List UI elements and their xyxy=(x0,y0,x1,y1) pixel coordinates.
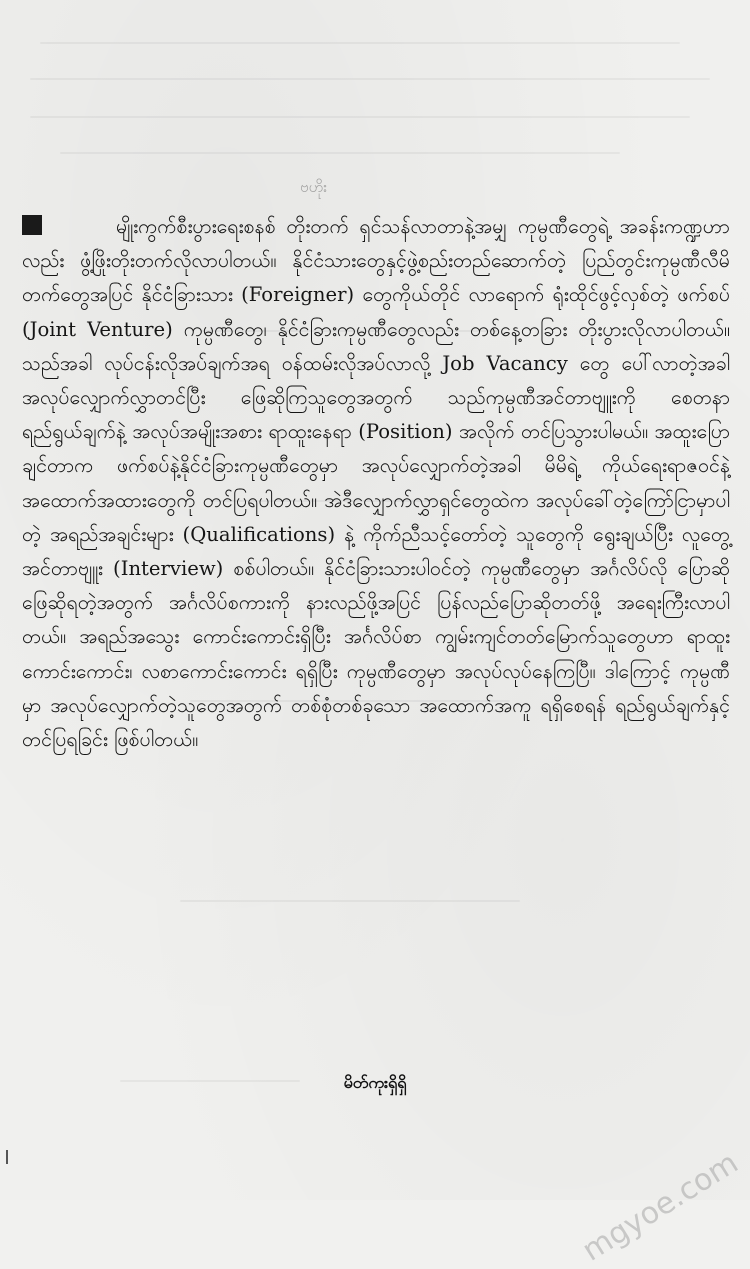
body-paragraph-block xyxy=(22,210,730,757)
author-signature: မိတ်ကုးရှိရှိ xyxy=(343,1073,407,1092)
square-bullet-icon xyxy=(22,215,42,235)
show-through-line xyxy=(40,42,680,44)
page-header-mark: ဗဟိုး xyxy=(300,178,328,196)
show-through-line xyxy=(30,78,710,80)
show-through-line xyxy=(30,116,690,118)
show-through-line xyxy=(180,900,520,902)
show-through-line xyxy=(60,152,620,154)
page-edge-mark xyxy=(6,1150,8,1164)
watermark: mgyoe.com xyxy=(575,1145,744,1269)
body-paragraph: မျိုးကွက်စီးပွားရေးစနစ် တိုးတက် ရှင်သန်လာတာနဲ့အမျှ ကုမ္ပဏီတွေရဲ့ အခန်းကဏ္ဍဟာလည်း ဖွံ့ဖြိုးတိုးတက်လိုလာပါတယ်။ နိုင်ငံသားတွေနှင့်ဖွဲ့စည်းတည်ဆောက်တဲ့ ပြည်တွင်းကုမ္ပဏီလီမိတက်တွေအပြင် နိုင်ငံခြားသား (Foreigner) တွေကိုယ်တိုင် လာရောက် ရုံးထိုင်ဖွင့်လှစ်တဲ့ ဖက်စပ် (Joint Venture) ကုမ္ပဏီတွေ၊ နိုင်ငံခြားကုမ္ပဏီတွေလည်း တစ်နေ့တခြား တိုးပွားလိုလာပါတယ်။ သည်အခါ လုပ်ငန်းလိုအပ်ချက်အရ ဝန်ထမ်းလိုအပ်လာလို့ Job Vacancy တွေ ပေါ်လာတဲ့အခါ အလုပ်လျှောက်လွှာတင်ပြီး ဖြေဆိုကြသူတွေအတွက် သည်ကုမ္ပဏီအင်တာဗျူးကို စေတနာ ရည်ရွယ်ချက်နဲ့ အလုပ်အမျိုးအစား ရာထူးနေရာ (Position) အလိုက် တင်ပြသွားပါမယ်။ အထူးပြောချင်တာက ဖက်စပ်နဲ့နိုင်ငံခြားကုမ္ပဏီတွေမှာ အလုပ်လျှောက်တဲ့အခါ မိမိရဲ့ ကိုယ်ရေးရာဇဝင်နဲ့ အထောက်အထားတွေကို တင်ပြရပါတယ်။ အဲဒီလျှောက်လွှာရှင်တွေထဲက အလုပ်ခေါ်တဲ့ကြော်ငြာမှာပါတဲ့ အရည်အချင်းများ (Qualifications) နဲ့ ကိုက်ညီသင့်တော်တဲ့ သူတွေကို ရွေးချယ်ပြီး လူတွေ့အင်တာဗျူး (Interview) စစ်ပါတယ်။ နိုင်ငံခြားသားပါဝင်တဲ့ ကုမ္ပဏီတွေမှာ အင်္ဂလိပ်လို ပြောဆိုဖြေဆိုရတဲ့အတွက် အင်္ဂလိပ်စကားကို နားလည်ဖို့အပြင် ပြန်လည်ပြောဆိုတတ်ဖို့ အရေးကြီးလာပါတယ်။ အရည်အသွေး ကောင်းကောင်းရှိပြီး အင်္ဂလိပ်စာ ကျွမ်းကျင်တတ်မြောက်သူတွေဟာ ရာထူးကောင်းကောင်း၊ လစာကောင်းကောင်း ရရှိပြီး ကုမ္ပဏီတွေမှာ အလုပ်လုပ်နေကြပြီ။ ဒါကြောင့် ကုမ္ပဏီမှာ အလုပ်လျှောက်တဲ့သူတွေအတွက် တစ်စုံတစ်ခုသော အထောက်အကူ ရရှိစေရန် ရည်ရွယ်ချက်နှင့် တင်ပြရခြင်း ဖြစ်ပါတယ်။ xyxy=(22,215,730,752)
